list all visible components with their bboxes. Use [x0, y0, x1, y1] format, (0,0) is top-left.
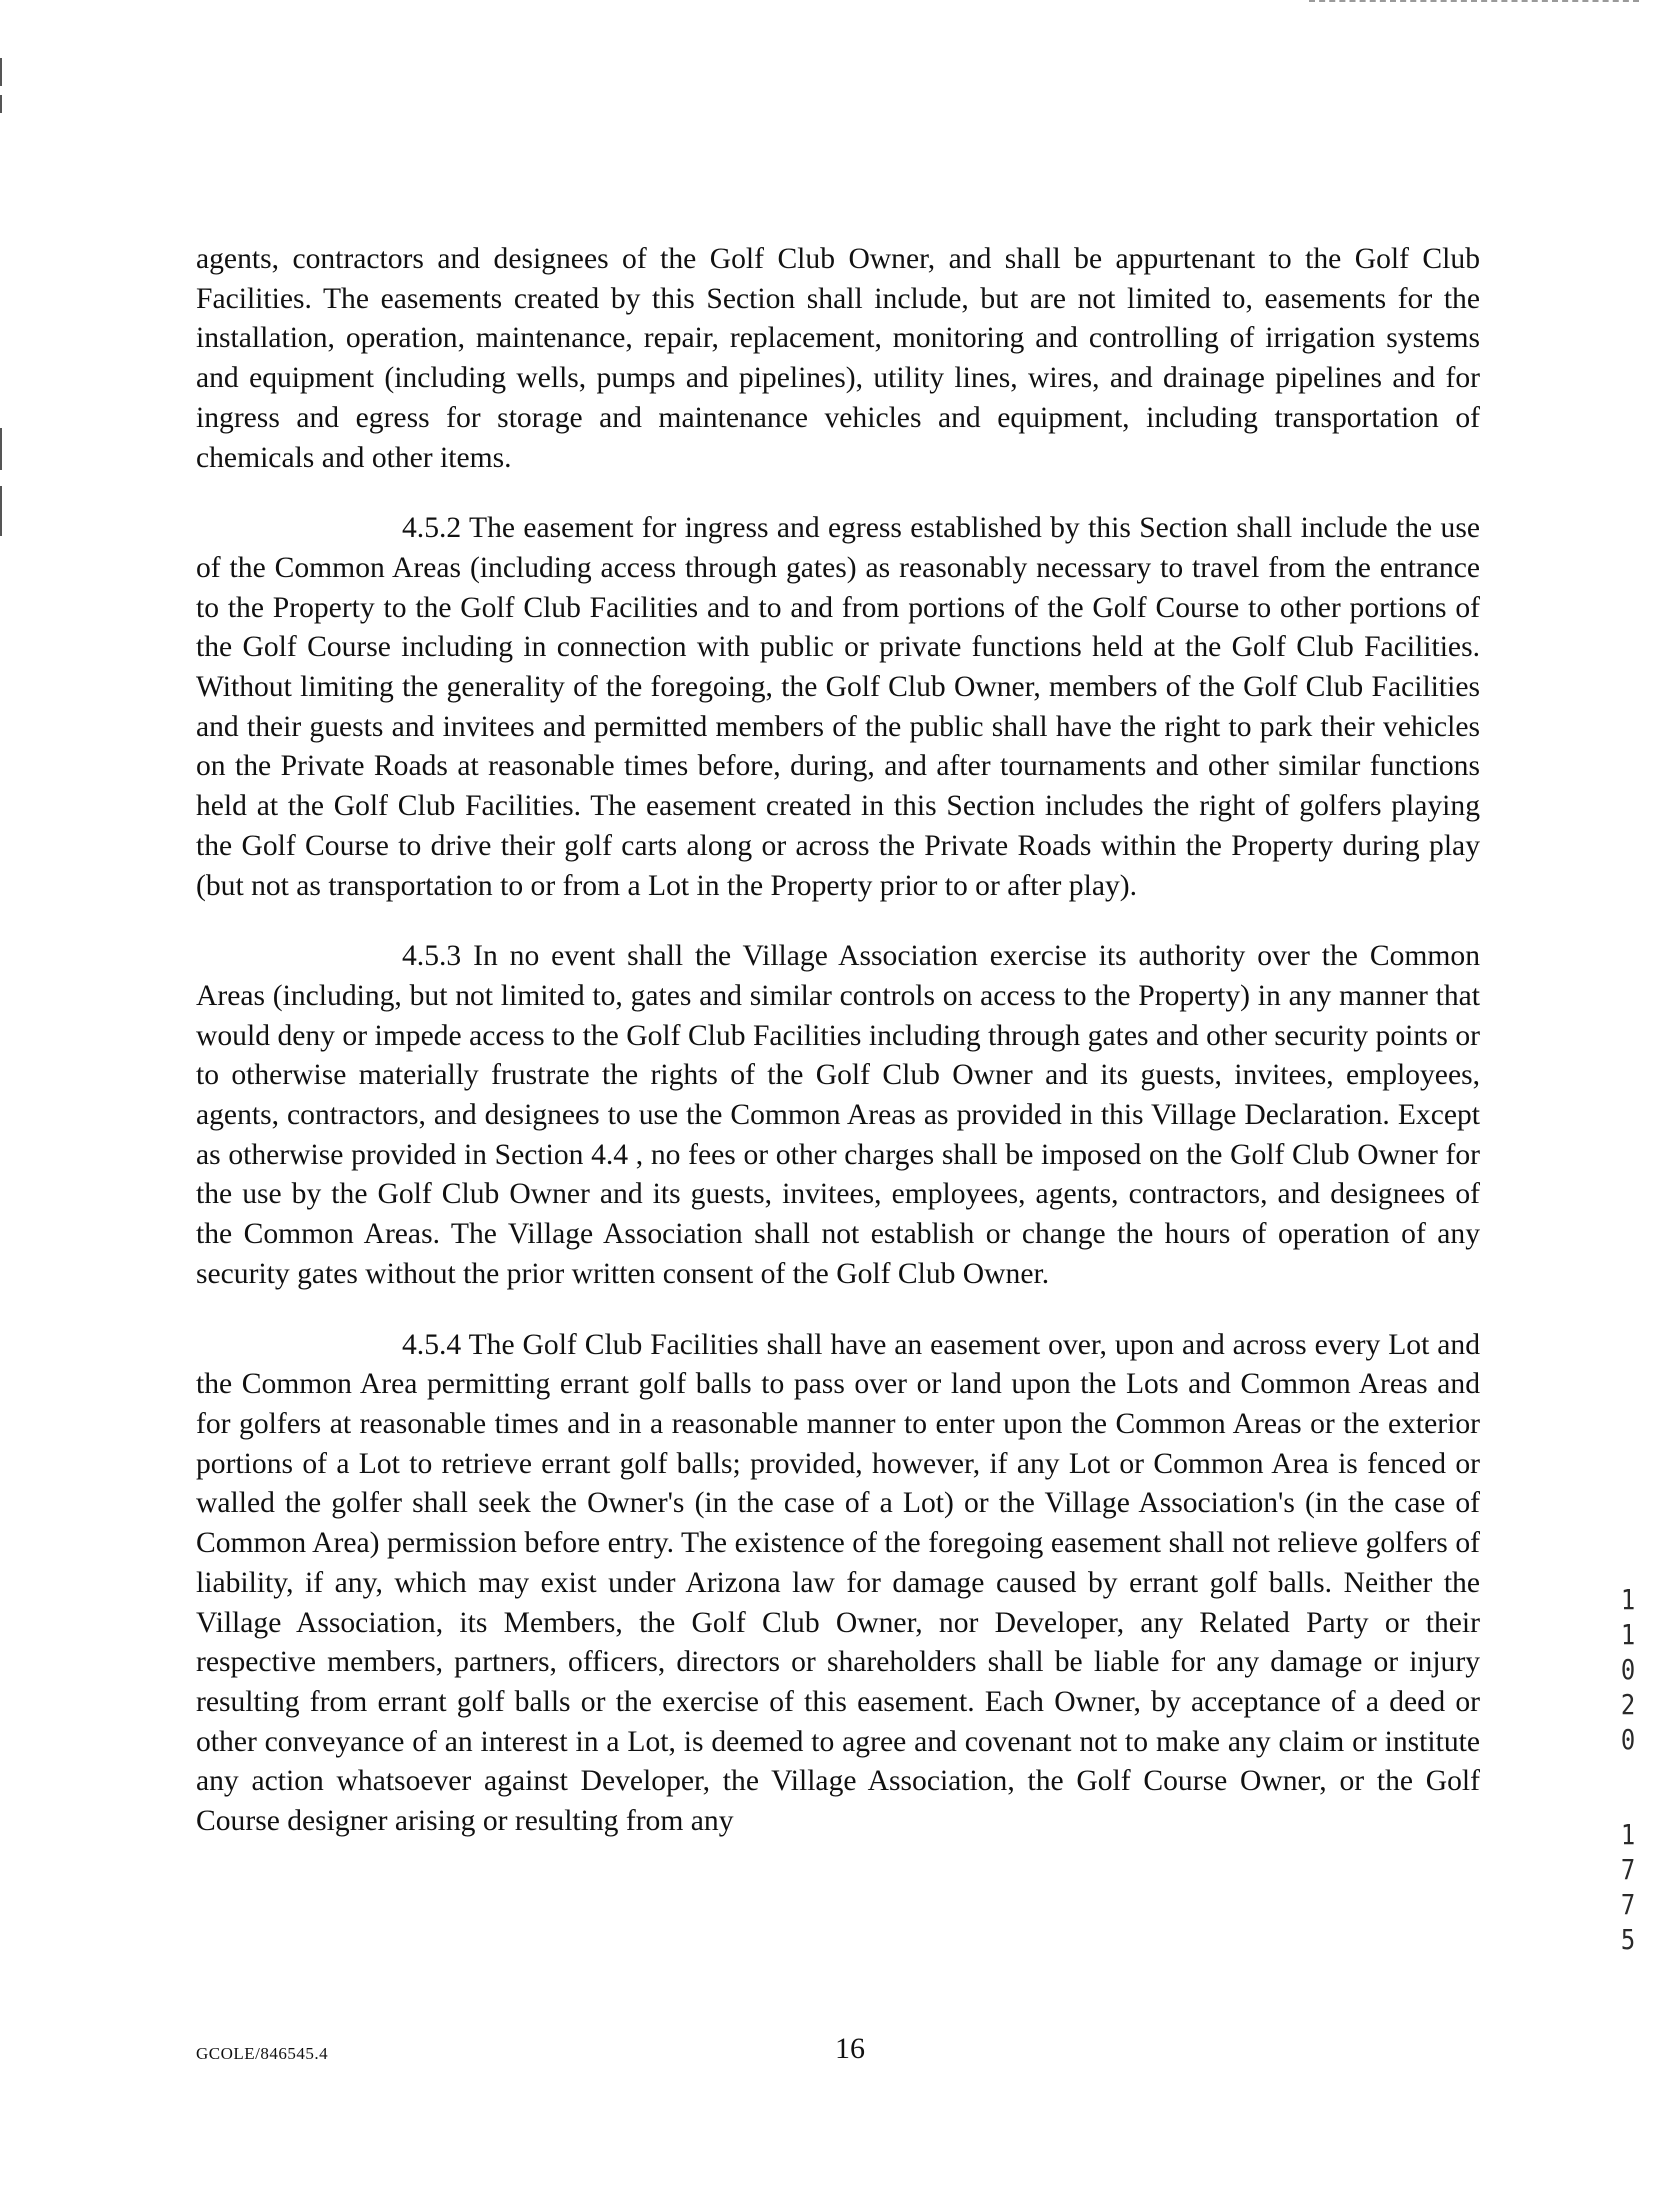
stamp-digit: 1 — [1620, 1818, 1636, 1851]
stamp-digit: 1 — [1620, 1583, 1636, 1616]
margin-mark — [0, 428, 2, 470]
body-text — [196, 240, 1480, 1873]
margin-mark — [0, 95, 2, 113]
stamp-digit: 2 — [1620, 1688, 1636, 1721]
stamp-digit: 1 — [1620, 1618, 1636, 1651]
paragraph-4-5-3: 4.5.3 In no event shall the Village Association exercise its authority over the Common Areas (including, but not limited to, gates and similar controls on access to the Property) in any manner that would deny or impede access to the Golf Club Facilities including through gates and other security points or to otherwise materially frustrate the rights of the Golf Club Owner and its guests, invitees, employees, agents, contractors, and designees to use the Common Areas as provided in this Village Declaration. Except as otherwise provided in Section 4.4 , no fees or other charges shall be imposed on the Golf Club Owner for the use by the Golf Club Owner and its guests, invitees, employees, agents, contractors, and designees of the Common Areas. The Village Association shall not establish or change the hours of operation of any security gates without the prior written consent of the Golf Club Owner. — [196, 940, 1480, 1290]
paragraph-4-5-4: 4.5.4 The Golf Club Facilities shall have an easement over, upon and across every Lot and the Common Area permitting errant golf balls to pass over or land upon the Lots and Common Areas and for golfers at reasonable times and in a reasonable manner to enter upon the Common Areas or the exterior portions of a Lot to retrieve errant golf balls; provided, however, if any Lot or Common Area is fenced or walled the golfer shall seek the Owner's (in the case of a Lot) or the Village Association's (in the case of Common Area) permission before entry. The existence of the foregoing easement shall not relieve golfers of liability, if any, which may exist under Arizona law for damage caused by errant golf balls. Neither the Village Association, its Members, the Golf Club Owner, nor Developer, any Related Party or their respective members, partners, officers, directors or shareholders shall be liable for any damage or injury resulting from errant golf balls or the exercise of this easement. Each Owner, by acceptance of a deed or other conveyance of an interest in a Lot, is deemed to agree and covenant not to make any claim or institute any action whatsoever against Developer, the Village Association, the Golf Course Owner, or the Golf Course designer arising or resulting from any — [196, 1328, 1480, 1838]
page-number: 16 — [835, 2032, 865, 2065]
stamp-digit: 0 — [1620, 1723, 1636, 1756]
paragraph-continuation: agents, contractors and designees of the Golf Club Owner, and shall be appurtenant to the Golf Club Facilities. The easements created by this Section shall include, but are not limited to, easements for the installation, operation, maintenance, repair, replacement, monitoring and controlling of irrigation systems and equipment (including wells, pumps and pipelines), utility lines, wires, and drainage pipelines and for ingress and egress for storage and maintenance vehicles and equipment, including transportation of chemicals and other items. — [196, 243, 1480, 474]
recording-stamp — [1614, 1582, 1641, 1957]
margin-mark — [0, 486, 2, 536]
stamp-digit: 7 — [1620, 1853, 1636, 1886]
stamp-digit: 0 — [1620, 1653, 1636, 1686]
stamp-digit: 7 — [1620, 1888, 1636, 1921]
scan-edge-mark — [1309, 0, 1639, 6]
stamp-digit: 5 — [1620, 1923, 1636, 1956]
paragraph-4-5-2: 4.5.2 The easement for ingress and egress established by this Section shall include the use of the Common Areas (including access through gates) as reasonably necessary to travel from the entrance to the Property to the Golf Club Facilities and to and from portions of the Golf Course to other portions of the Golf Course including in connection with public or private functions held at the Golf Club Facilities. Without limiting the generality of the foregoing, the Golf Club Owner, members of the Golf Club Facilities and their guests and invitees and permitted members of the public shall have the right to park their vehicles on the Private Roads at reasonable times before, during, and after tournaments and other similar functions held at the Golf Club Facilities. The easement created in this Section includes the right of golfers playing the Golf Course to drive their golf carts along or across the Private Roads within the Property during play (but not as transportation to or from a Lot in the Property prior to or after play). — [196, 512, 1480, 902]
document-id: GCOLE/846545.4 — [196, 2044, 329, 2063]
margin-mark — [0, 58, 2, 86]
